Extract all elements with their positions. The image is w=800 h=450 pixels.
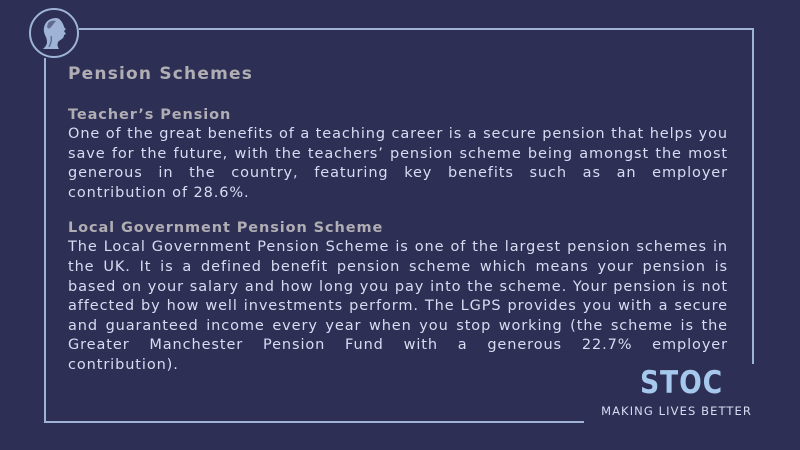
section-local-government-pension (68, 219, 728, 375)
brand-block (582, 366, 752, 418)
frame-left-line (44, 58, 46, 423)
woman-profile-icon (35, 14, 73, 52)
section-body: One of the great benefits of a teaching career is a secure pension that helps you save for the future, with the teachers’ pension scheme being amongst the most generous in the country, featuring key benefits such as an employer contribution of 28.6%. (68, 126, 728, 201)
content-area (68, 106, 728, 392)
brand-name: STOC (640, 365, 724, 401)
section-heading: Teacher’s Pension (68, 107, 232, 123)
brand-tagline: MAKING LIVES BETTER (601, 404, 752, 418)
frame-bottom-line (44, 421, 584, 423)
section-teachers-pension (68, 106, 728, 203)
section-body: The Local Government Pension Scheme is one of the largest pension schemes in the UK. It is a defined benefit pension scheme which means your pension is based on your salary and how long you pay into the scheme. Your pension is not affected by how well investments perform. The LGPS provides you with a secure and guaranteed income every year when you stop working (the scheme is the Greater Manchester Pension Fund with a generous 22.7% employer contribution). (68, 239, 728, 373)
logo-badge (29, 8, 79, 58)
page-title: Pension Schemes (68, 64, 254, 84)
section-heading: Local Government Pension Scheme (68, 220, 384, 237)
frame-top-line (80, 28, 754, 30)
frame-right-line (752, 28, 754, 364)
